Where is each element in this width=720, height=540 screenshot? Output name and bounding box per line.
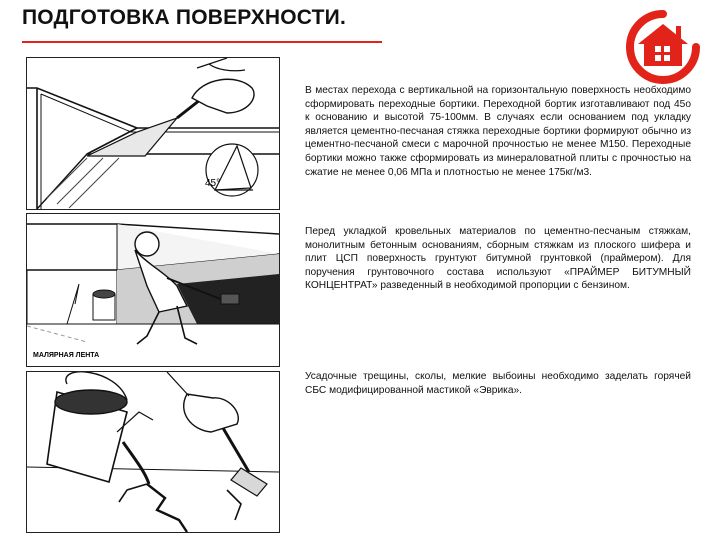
illustration-fillet-trowel — [26, 57, 280, 210]
masking-tape-label: МАЛЯРНАЯ ЛЕНТА — [33, 352, 100, 359]
house-in-circle-logo — [624, 8, 702, 86]
paragraph-cracks: Усадочные трещины, сколы, мелкие выбоины необходимо заделать горячей СБС модифицированной мастикой «Эврика». — [305, 371, 691, 396]
angle-label: 45° — [205, 178, 221, 189]
illustration-primer-roller — [26, 213, 280, 367]
paragraph-fillet: В местах перехода с вертикальной на горизонтальную поверхность необходимо сформировать переходные бортики. Переходной бортик изготавливают под 45о к основанию и высотой 75-100мм. В случаях если основанием под укладку является цементно-песчаная стяжка переходные бортики формируют обычно из цементно-песчаной смеси с марочной прочностью не менее М150. Переходные бортики можно также сформировать из минераловатной плиты с прочностью на сжатие не менее 0,06 МПа и плотностью не менее 175кг/м3. — [305, 85, 691, 178]
illustration-crack-filling — [26, 371, 280, 533]
title-underline — [22, 41, 382, 43]
page-title: ПОДГОТОВКА ПОВЕРХНОСТИ. — [22, 6, 347, 29]
paragraph-primer: Перед укладкой кровельных материалов по цементно-песчаным стяжкам, монолитным бетонным основаниям, сборным стяжкам из плоского шифера и плит ЦСП поверхность грунтуют битумной грунтовкой (праймером). Для поручения грунтовочного состава используют «ПРАЙМЕР БИТУМНЫЙ КОНЦЕНТРАТ» разведенный в необходимой пропорции с бензином. — [305, 226, 691, 292]
